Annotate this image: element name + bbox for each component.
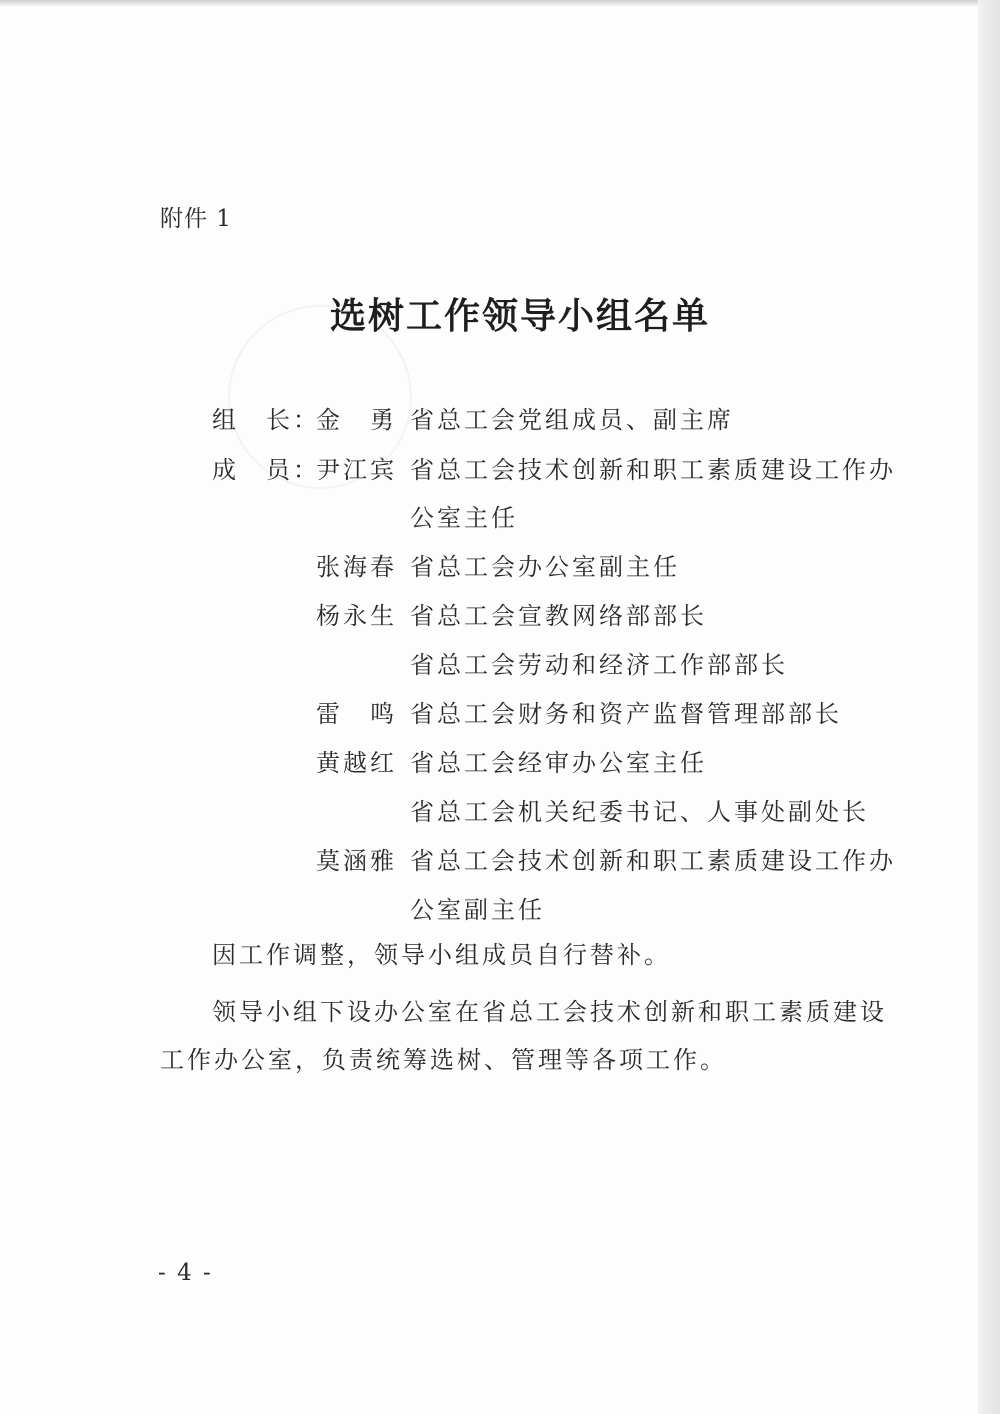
leader-duty: 省总工会党组成员、副主席: [410, 406, 734, 434]
leader-name: 金 勇: [316, 406, 397, 434]
substitution-note: 因工作调整，领导小组成员自行替补。: [212, 941, 671, 969]
member-name: 雷 鸣: [316, 700, 397, 728]
document-title: 选树工作领导小组名单: [329, 295, 710, 337]
member-duty-line: 省总工会技术创新和职工素质建设工作办: [410, 847, 896, 875]
member-duty-line: 省总工会宣教网络部部长: [410, 602, 707, 630]
member-duty-line: 公室主任: [410, 504, 518, 532]
member-name: 黄越红: [316, 749, 397, 777]
scan-edge-right: [978, 0, 1000, 1414]
page-number: - 4 -: [158, 1260, 213, 1286]
member-duty-line: 省总工会经审办公室主任: [410, 749, 707, 777]
office-paragraph-line: 领导小组下设办公室在省总工会技术创新和职工素质建设: [212, 998, 887, 1026]
member-name: 尹江宾: [316, 456, 397, 484]
member-name: 杨永生: [316, 602, 397, 630]
member-duty-line: 省总工会机关纪委书记、人事处副处长: [410, 798, 869, 826]
member-duty-line: 省总工会办公室副主任: [410, 553, 680, 581]
member-name: 张海春: [316, 553, 397, 581]
member-duty-line: 省总工会技术创新和职工素质建设工作办: [410, 456, 896, 484]
attachment-label: 附件 1: [160, 206, 232, 232]
office-paragraph-line: 工作办公室，负责统筹选树、管理等各项工作。: [160, 1046, 727, 1074]
members-role-label: 成 员：: [212, 456, 320, 484]
member-duty-line: 公室副主任: [410, 896, 545, 924]
member-duty-line: 省总工会财务和资产监督管理部部长: [410, 700, 842, 728]
member-name: 莫涵雅: [316, 847, 397, 875]
member-duty-line: 省总工会劳动和经济工作部部长: [410, 651, 788, 679]
scan-edge-top: [0, 0, 1000, 6]
leader-role-label: 组 长：: [212, 406, 320, 434]
